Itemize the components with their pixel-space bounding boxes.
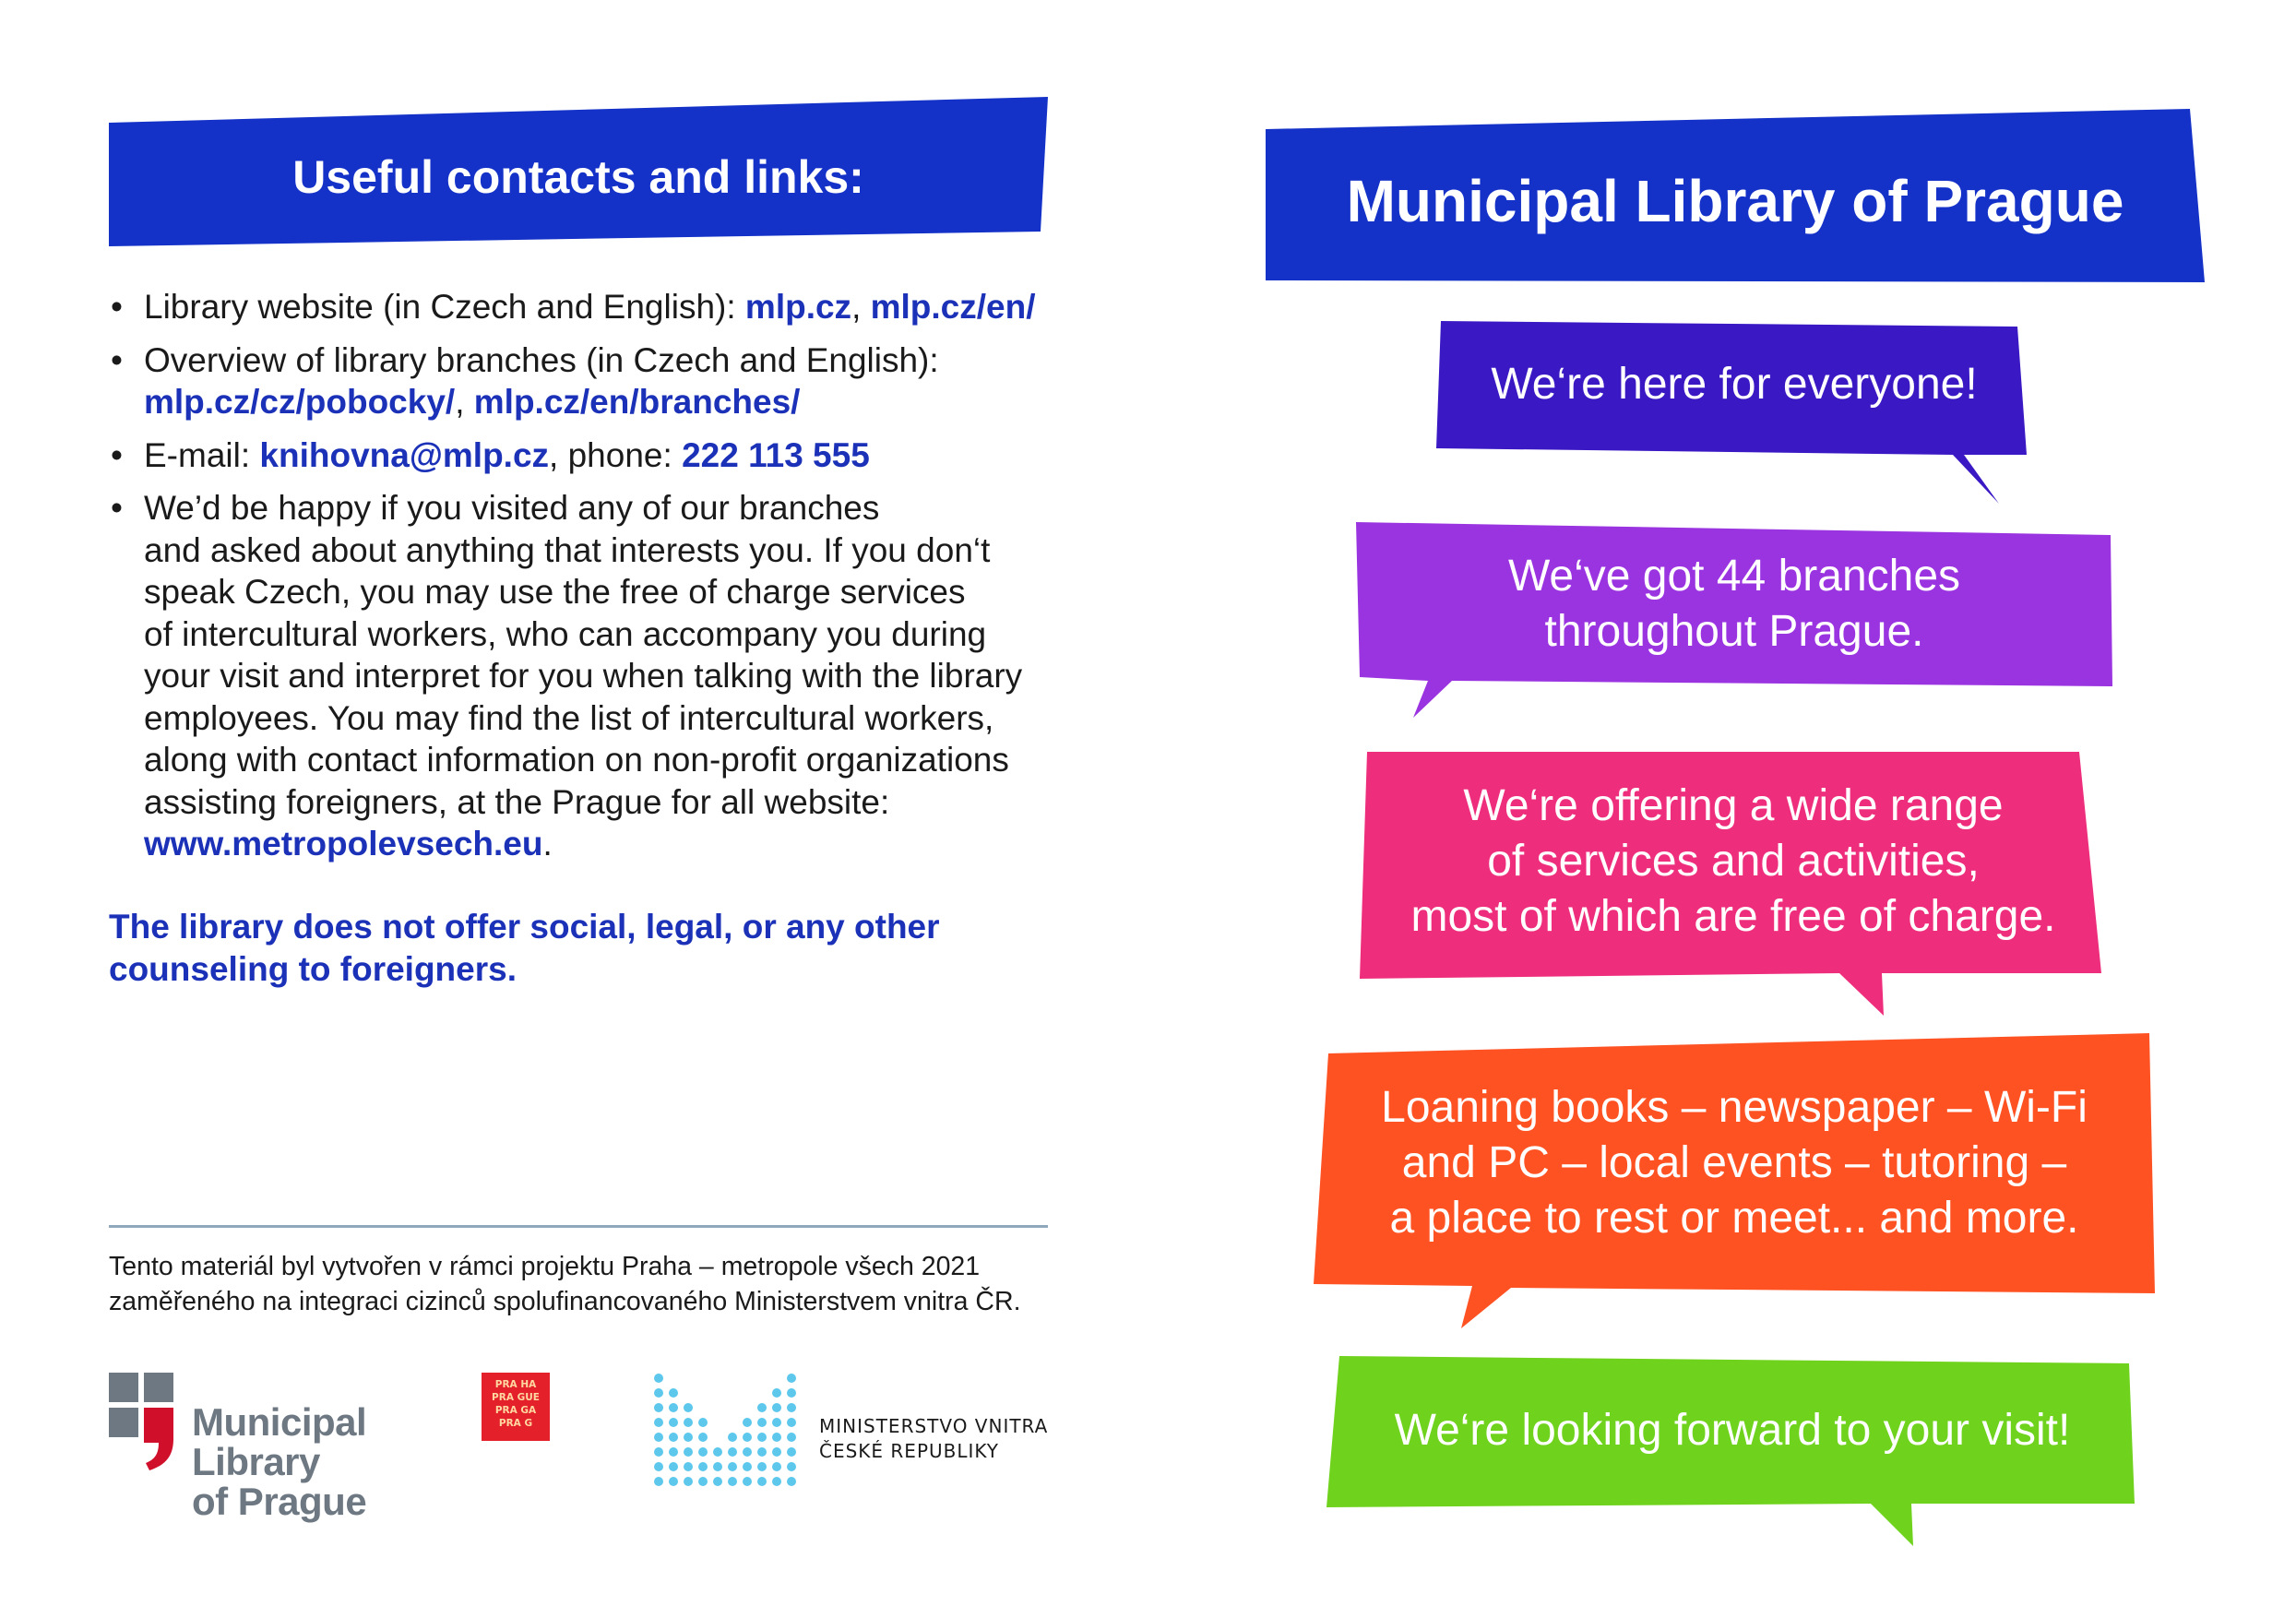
list-item-branches: • Overview of library branches (in Czech and English): mlp.cz/cz/pobocky/, mlp.cz/en/branches/	[109, 339, 1068, 423]
bubble-text: We‘re here for everyone!	[1491, 360, 1978, 409]
bubble-text-line: Loaning books – newspaper – Wi-Fi	[1381, 1083, 2088, 1132]
ministry-logo	[653, 1373, 1077, 1488]
contacts-banner	[109, 97, 1048, 246]
bubble-text: We‘re looking forward to your visit!	[1394, 1406, 2071, 1455]
phone-link[interactable]: 222 113 555	[682, 435, 870, 474]
bubble-text-line: of services and activities,	[1487, 837, 1980, 886]
email-link[interactable]: knihovna@mlp.cz	[259, 435, 550, 474]
mlp-logo-text: Municipal Library of Prague	[192, 1400, 367, 1523]
bubble-text-line: We‘ve got 44 branches	[1507, 552, 1961, 601]
speech-bubble-offerings	[1314, 1033, 2155, 1338]
counseling-note: The library does not offer social, legal, or any other counseling to foreigners.	[109, 908, 940, 988]
speech-bubble-branches	[1356, 522, 2112, 721]
list-item-visit: • We’d be happy if you visited any of our branches and asked about anything that interests you. If you don‘t speak Czech, you may use the free of charge services of intercultural workers, who can accompany you during your visit and interpret for you when talking with the library employees. You may find the list of intercultural workers, along with contact information on non-profit organizations assisting foreigners, at the Prague for all website: www.metropolevsech.eu.	[109, 487, 1068, 865]
contacts-list	[109, 286, 1068, 876]
divider	[109, 1225, 1048, 1228]
municipal-library-logo	[109, 1373, 386, 1529]
library-title: Municipal Library of Prague	[1346, 168, 2124, 234]
praha-logo-text: PRA HA PRA GUE PRA GA PRA G	[492, 1379, 540, 1429]
praha-logo	[482, 1373, 550, 1441]
speech-bubble-visit	[1326, 1356, 2138, 1552]
branches-link-cz[interactable]: mlp.cz/cz/pobocky/	[144, 383, 456, 421]
funding-text: Tento materiál byl vytvořen v rámci projektu Praha – metropole všech 2021 zaměřeného na integraci cizinců spolufinancovaného Ministerstvem vnitra ČR.	[109, 1252, 1021, 1316]
list-item-contact: • E-mail: knihovna@mlp.cz, phone: 222 113 555	[109, 434, 1068, 477]
bubble-text-line: a place to rest or meet... and more.	[1389, 1194, 2079, 1243]
ministry-logo-text: MINISTERSTVO VNITRA ČESKÉ REPUBLIKY	[819, 1415, 1049, 1462]
speech-bubble-services	[1360, 752, 2107, 1019]
bubble-text-line: We‘re offering a wide range	[1463, 781, 2004, 830]
metropolevsech-link[interactable]: www.metropolevsech.eu	[144, 825, 543, 863]
branches-link-en[interactable]: mlp.cz/en/branches/	[473, 383, 801, 421]
contacts-title: Useful contacts and links:	[292, 151, 864, 203]
website-link-en[interactable]: mlp.cz/en/	[870, 288, 1036, 326]
website-link-cz[interactable]: mlp.cz	[744, 288, 852, 326]
library-banner	[1266, 109, 2205, 284]
bubble-text-line: and PC – local events – tutoring –	[1401, 1138, 2067, 1187]
bubble-text-line: most of which are free of charge.	[1410, 892, 2056, 941]
speech-bubble-everyone	[1436, 321, 2032, 506]
bubble-text-line: throughout Prague.	[1544, 607, 1924, 656]
list-item-website: • Library website (in Czech and English): mlp.cz, mlp.cz/en/	[109, 286, 1068, 328]
